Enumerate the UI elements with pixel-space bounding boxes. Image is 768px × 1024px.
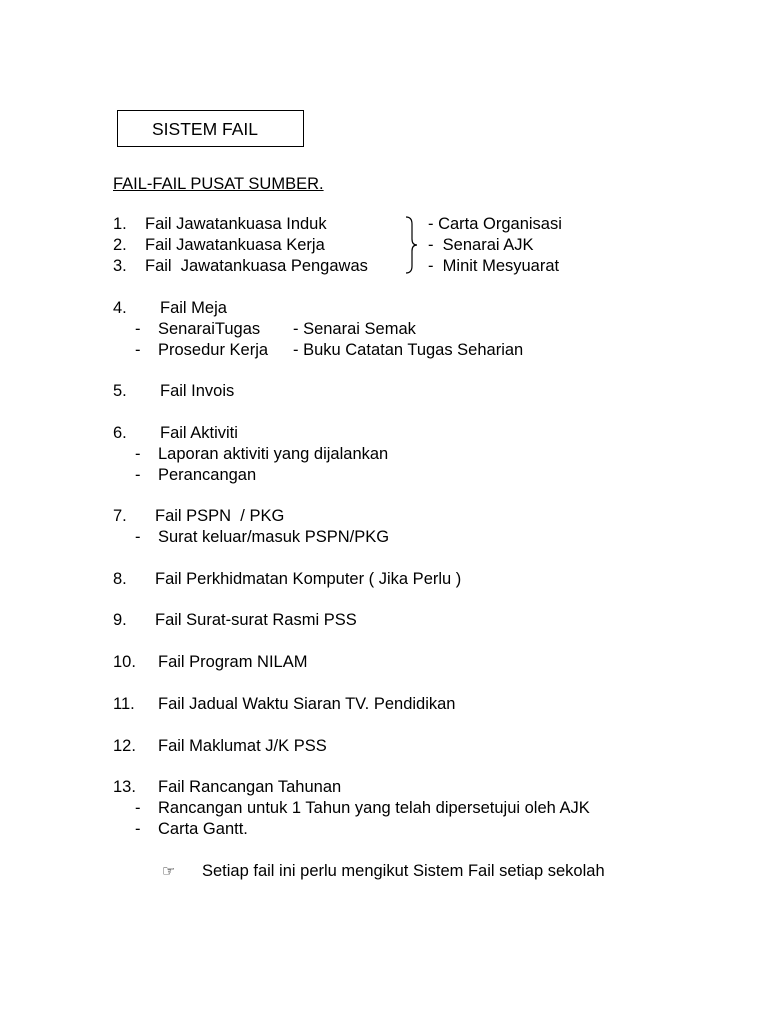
item-label: Fail Surat-surat Rasmi PSS <box>155 611 357 629</box>
item-label: Fail PSPN / PKG <box>155 507 285 525</box>
item-number: 11. <box>113 695 135 713</box>
pointing-hand-icon: ☞ <box>162 862 176 880</box>
item-label: Fail Jadual Waktu Siaran TV. Pendidikan <box>158 695 456 713</box>
section-heading: FAIL-FAIL PUSAT SUMBER. <box>113 175 324 193</box>
item-number: 2. <box>113 236 127 254</box>
item-label: Fail Perkhidmatan Komputer ( Jika Perlu ) <box>155 570 462 588</box>
item-number: 9. <box>113 611 127 629</box>
sub-item: - Senarai Semak <box>293 320 416 338</box>
page-title: SISTEM FAIL <box>152 119 258 139</box>
item-number: 13. <box>113 778 136 796</box>
sub-item: Prosedur Kerja <box>158 341 269 359</box>
item-number: 4. <box>113 299 127 317</box>
item-number: 12. <box>113 737 136 755</box>
sub-item: Carta Gantt. <box>158 820 248 838</box>
item-label: Fail Jawatankuasa Kerja <box>145 236 325 254</box>
item-label: Fail Meja <box>160 299 227 317</box>
item-label: Fail Program NILAM <box>158 653 308 671</box>
sub-item: SenaraiTugas <box>158 320 261 338</box>
group-content-item: - Senarai AJK <box>428 236 534 254</box>
sub-bullet: - <box>135 820 141 838</box>
item-number: 3. <box>113 257 127 275</box>
title-box <box>117 110 304 147</box>
item-number: 10. <box>113 653 136 671</box>
curly-brace-icon <box>403 216 419 274</box>
item-label: Fail Jawatankuasa Induk <box>145 215 327 233</box>
group-content-item: - Carta Organisasi <box>428 215 562 233</box>
note-text: Setiap fail ini perlu mengikut Sistem Fail setiap sekolah <box>202 862 605 880</box>
item-label: Fail Invois <box>160 382 235 400</box>
sub-bullet: - <box>135 445 141 463</box>
sub-item: Perancangan <box>158 466 257 484</box>
sub-item: - Buku Catatan Tugas Seharian <box>293 341 524 359</box>
sub-item: Rancangan untuk 1 Tahun yang telah dipersetujui oleh AJK <box>158 799 590 817</box>
sub-bullet: - <box>135 320 141 338</box>
sub-bullet: - <box>135 341 141 359</box>
item-number: 6. <box>113 424 127 442</box>
item-label: Fail Jawatankuasa Pengawas <box>145 257 368 275</box>
sub-item: Laporan aktiviti yang dijalankan <box>158 445 389 463</box>
item-label: Fail Rancangan Tahunan <box>158 778 342 796</box>
item-number: 8. <box>113 570 127 588</box>
group-content-item: - Minit Mesyuarat <box>428 257 560 275</box>
sub-bullet: - <box>135 466 141 484</box>
item-number: 5. <box>113 382 127 400</box>
sub-bullet: - <box>135 799 141 817</box>
item-label: Fail Maklumat J/K PSS <box>158 737 327 755</box>
sub-item: Surat keluar/masuk PSPN/PKG <box>158 528 390 546</box>
item-number: 1. <box>113 215 127 233</box>
item-number: 7. <box>113 507 127 525</box>
item-label: Fail Aktiviti <box>160 424 238 442</box>
sub-bullet: - <box>135 528 141 546</box>
